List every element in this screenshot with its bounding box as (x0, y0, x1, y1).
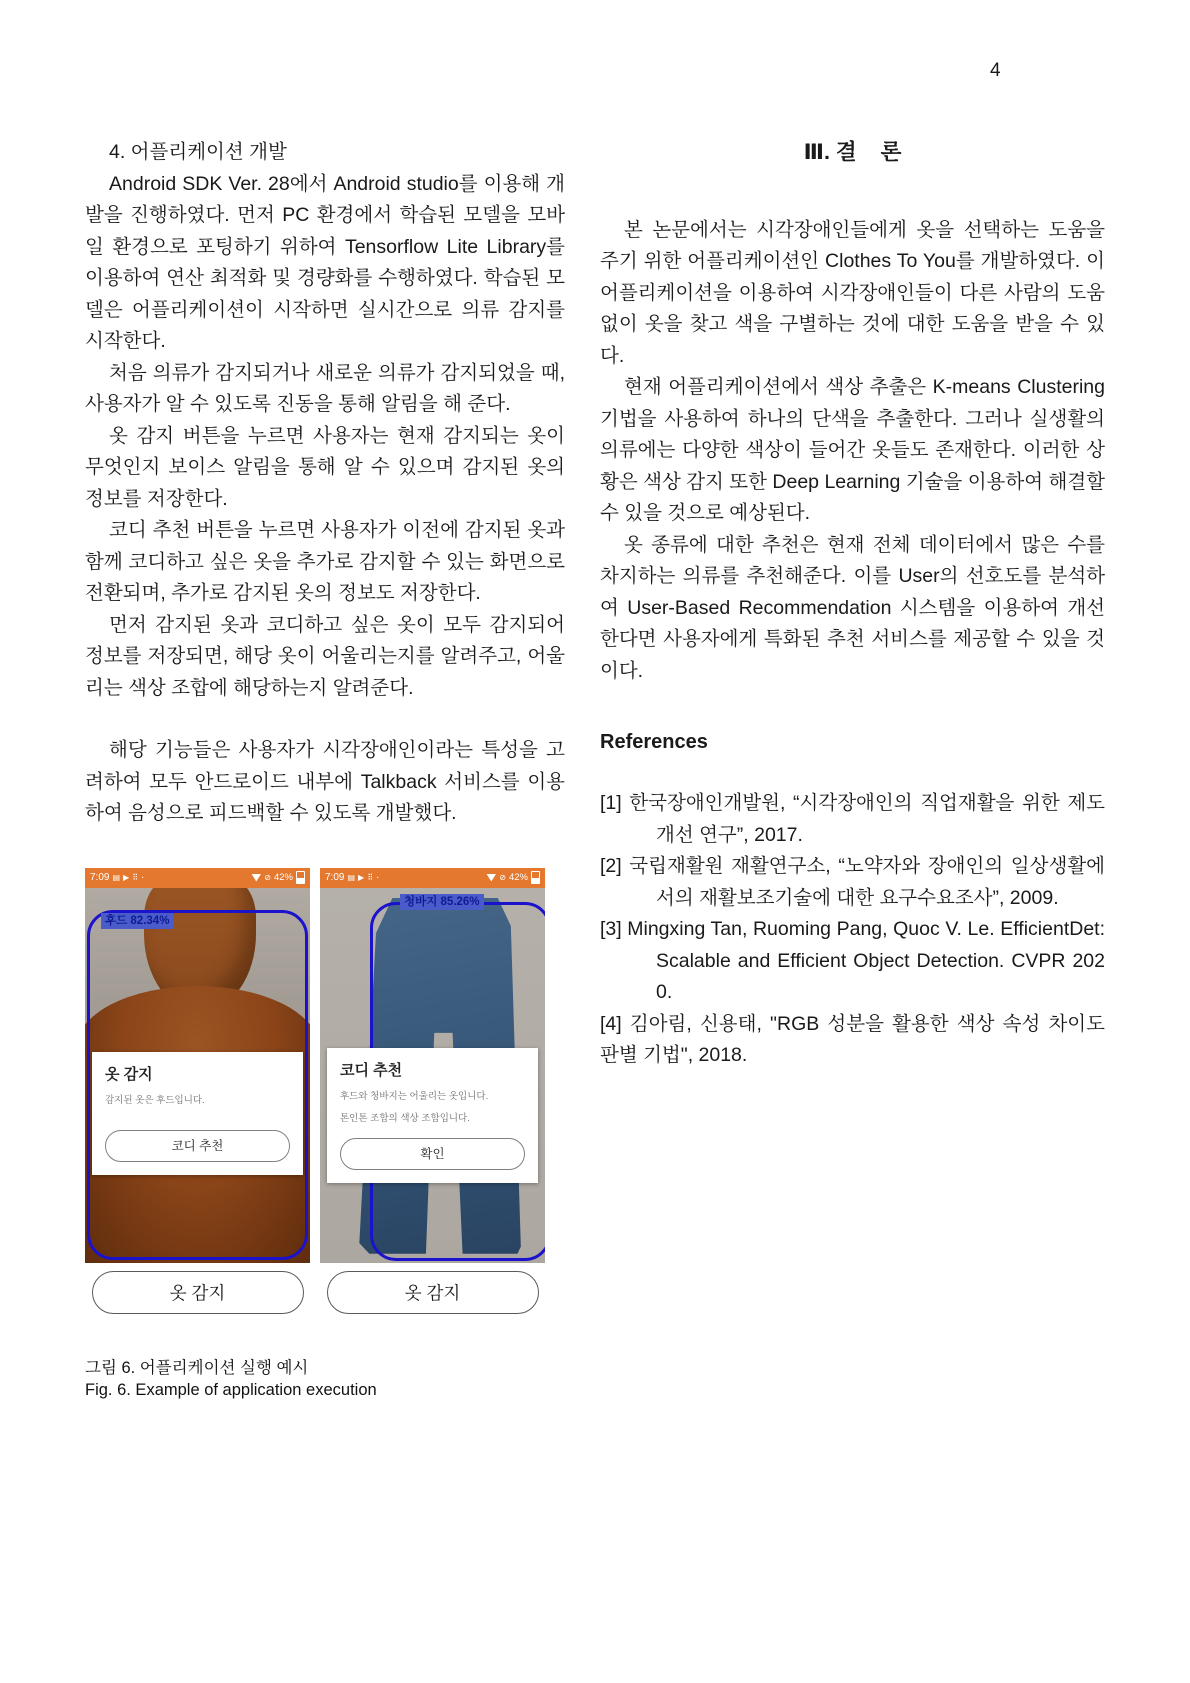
screenshot-icon: ▤ (112, 872, 121, 882)
app-button-bar (320, 1263, 545, 1323)
dot-icon: · (376, 871, 380, 883)
figure-caption-ko: 그림 6. 어플리케이션 실행 예시 (85, 1358, 309, 1377)
android-status-bar (85, 868, 310, 888)
dialog-message: 톤인톤 조합의 색상 조합입니다. (340, 1112, 470, 1124)
battery-fill (297, 878, 304, 883)
phone-screenshots (85, 868, 565, 1323)
reference-item: [1] 한국장애인개발원, “시각장애인의 직업재활을 위한 제도 개선 연구”, 2017. (600, 792, 1105, 846)
hoodie-photo (85, 888, 310, 1263)
section-heading-app-dev: 4. 어플리케이션 개발 (109, 141, 287, 163)
detection-dialog (92, 1052, 303, 1175)
page-number: 4 (990, 60, 1001, 81)
paragraph: 옷 감지 버튼을 누르면 사용자는 현재 감지되는 옷이 무엇인지 보이스 알림을 통해 알 수 있으며 감지된 옷의 정보를 저장한다. (85, 424, 565, 510)
app-grid-icon: ⠿ (367, 872, 374, 882)
coordi-recommend-button: 코디 추천 (105, 1130, 290, 1162)
reference-item: [3] Mingxing Tan, Ruoming Pang, Quoc V. Le. EfficientDet: Scalable and Efficient Object Detection. CVPR 2020. (600, 918, 1105, 1003)
right-column (600, 137, 1105, 1401)
screenshot-icon: ▤ (347, 872, 356, 882)
paragraph: 현재 어플리케이션에서 색상 추출은 K-means Clustering 기법을 사용하여 하나의 단색을 추출한다. 그러나 실생활의 의류에는 다양한 색상이 들어간 옷들도 존재한다. 이러한 상황은 색상 감지 또한 Deep Learning 기술을 이용하여 해결할 수 있을 것으로 예상된다. (600, 376, 1105, 524)
dialog-title: 코디 추천 (340, 1061, 403, 1079)
app-button-bar (85, 1263, 310, 1323)
dot-icon: · (141, 871, 145, 883)
figure-caption (85, 1357, 565, 1401)
battery-fill (532, 878, 539, 883)
android-status-bar (320, 868, 545, 888)
paragraph: 먼저 감지된 옷과 코디하고 싶은 옷이 모두 감지되어 정보를 저장되면, 해당 옷이 어울리는지를 알려주고, 어울리는 색상 조합에 해당하는지 알려준다. (85, 613, 565, 699)
confirm-button: 확인 (340, 1138, 525, 1170)
play-icon: ▶ (123, 872, 130, 882)
jeans-photo (320, 888, 545, 1263)
mute-icon: ⊘ (264, 872, 271, 882)
app-grid-icon: ⠿ (132, 872, 139, 882)
conclusion-heading: Ⅲ. 결 론 (803, 140, 902, 164)
left-column (85, 137, 565, 1401)
battery-icon (296, 871, 305, 884)
figure-caption-en: Fig. 6. Example of application execution (85, 1380, 377, 1399)
detection-label: 후드 82.34% (101, 913, 173, 929)
coordi-dialog (327, 1048, 538, 1183)
paragraph: 옷 종류에 대한 추천은 현재 전체 데이터에서 많은 수를 차지하는 의류를 추천해준다. 이를 User의 선호도를 분석하여 User-Based Recommendation 시스템을 이용하여 개선한다면 사용자에게 특화된 추천 서비스를 제공할 수 있을 것이다. (600, 533, 1105, 682)
mute-icon: ⊘ (499, 872, 506, 882)
reference-item: [2] 국립재활원 재활연구소, “노약자와 장애인의 일상생활에서의 재활보조기술에 대한 요구수요조사”, 2009. (600, 855, 1105, 909)
status-time: 7:09 (90, 871, 110, 883)
paragraph: 본 논문에서는 시각장애인들에게 옷을 선택하는 도움을 주기 위한 어플리케이션인 Clothes To You를 개발하였다. 이 어플리케이션을 이용하여 시각장애인들이 다른 사람의 도움 없이 옷을 찾고 색을 구별하는 것에 대한 도움을 받을 수 있다. (600, 218, 1105, 367)
figure-6 (85, 868, 565, 1401)
dialog-title: 옷 감지 (105, 1065, 153, 1083)
clothes-detect-button: 옷 감지 (92, 1271, 304, 1314)
clothes-detect-button: 옷 감지 (327, 1271, 539, 1314)
detection-label: 청바지 85.26% (400, 894, 484, 910)
status-time: 7:09 (325, 871, 345, 883)
phone-screenshot-hoodie (85, 868, 310, 1323)
dialog-message: 후드와 청바지는 어울리는 옷입니다. (340, 1090, 489, 1102)
phone-screenshot-jeans (320, 868, 545, 1323)
play-icon: ▶ (358, 872, 365, 882)
status-bar-left (90, 873, 144, 883)
paragraph: 코디 추천 버튼을 누르면 사용자가 이전에 감지된 옷과 함께 코디하고 싶은 옷을 추가로 감지할 수 있는 화면으로 전환되며, 추가로 감지된 옷의 정보도 저장한다. (85, 519, 565, 604)
wifi-icon (251, 874, 261, 882)
two-column-layout (85, 137, 1105, 1401)
paragraph: 해당 기능들은 사용자가 시각장애인이라는 특성을 고려하여 모두 안드로이드 내부에 Talkback 서비스를 이용하여 음성으로 피드백할 수 있도록 개발했다. (85, 739, 565, 824)
references-heading: References (600, 731, 708, 753)
battery-percent: 42% (273, 871, 293, 883)
dialog-message: 감지된 옷은 후드입니다. (105, 1094, 205, 1106)
battery-percent: 42% (508, 871, 528, 883)
reference-item: [4] 김아림, 신용태, "RGB 성분을 활용한 색상 속성 차이도 판별 기법", 2018. (600, 1012, 1105, 1066)
battery-icon (531, 871, 540, 884)
paragraph: Android SDK Ver. 28에서 Android studio를 이용해 개발을 진행하였다. 먼저 PC 환경에서 학습된 모델을 모바일 환경으로 포팅하기 위하여 Tensorflow Lite Library를 이용하여 연산 최적화 및 경량화를 수행하였다. 학습된 모델은 어플리케이션이 시작하면 실시간으로 의류 감지를 시작한다. (85, 172, 565, 352)
paragraph: 처음 의류가 감지되거나 새로운 의류가 감지되었을 때, 사용자가 알 수 있도록 진동을 통해 알림을 해 준다. (85, 361, 565, 415)
wifi-icon (486, 874, 496, 882)
status-bar-left (325, 873, 379, 883)
status-bar-right (251, 871, 305, 884)
status-bar-right (486, 871, 540, 884)
